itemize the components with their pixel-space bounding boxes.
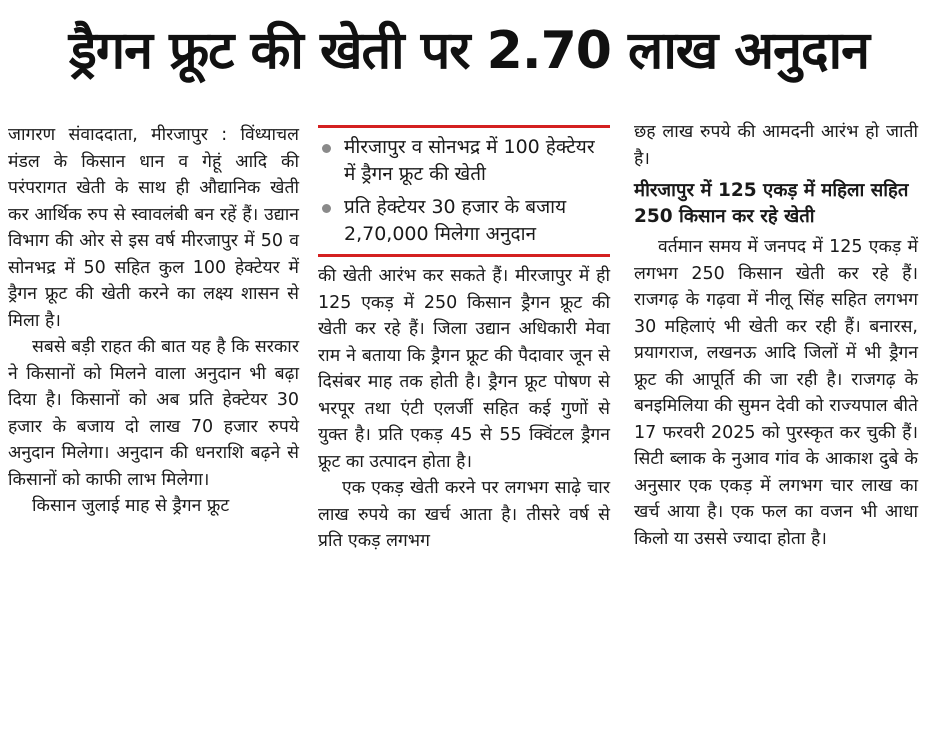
paragraph: सबसे बड़ी राहत की बात यह है कि सरकार ने किसानों को मिलने वाला अनुदान भी बढ़ा दिया है। किसानों को अब प्रति हेक्टेयर 30 हजार के बजाय दो लाख 70 हजार रुपये अनुदान मिलेगा। अनुदान की धनराशि बढ़ने से किसानों को काफी लाभ मिलेगा। xyxy=(8,337,299,490)
paragraph: छह लाख रुपये की आमदनी आरंभ हो जाती है। xyxy=(634,122,918,169)
paragraph: किसान जुलाई माह से ड्रैगन फ्रूट xyxy=(32,496,230,516)
headline: ड्रैगन फ्रूट की खेती पर 2.70 लाख अनुदान xyxy=(69,21,869,81)
article-column-1 xyxy=(8,122,299,520)
paragraph: जागरण संवाददाता, मीरजापुर : विंध्याचल मंडल के किसान धान व गेहूं आदि की परंपरागत खेती के साथ ही औद्यानिक खेती कर आर्थिक रुप से स्वावलंबी बन रहें हैं। उद्यान विभाग की ओर से इस वर्ष मीरजापुर में 50 व सोनभद्र में 50 सहित कुल 100 हेक्टेयर में ड्रैगन फ्रूट की खेती करने का लक्ष्य शासन से मिला है। xyxy=(8,125,299,331)
article-column-2 xyxy=(318,122,610,555)
bullet-icon xyxy=(322,144,331,153)
highlight-item xyxy=(318,134,610,188)
paragraph: वर्तमान समय में जनपद में 125 एकड़ में लगभग 250 किसान खेती कर रहे हैं। राजगढ़ के गढ़वा में नीलू सिंह सहित लगभग 30 महिलाएं भी खेती कर रही हैं। बनारस, प्रयागराज, लखनऊ आदि जिलों में भी ड्रैगन फ्रूट की आपूर्ति की जा रही है। राजगढ़ के बनइमिलिया की सुमन देवी को राज्यपाल बीते 17 फरवरी 2025 को पुरस्कृत कर चुकी हैं। सिटी ब्लाक के नुआव गांव के आकाश दुबे के अनुसार एक एकड़ में लगभग चार लाख का खर्च आया है। एक फल का वजन भी आधा किलो या उससे ज्यादा होता है। xyxy=(634,237,918,549)
divider-bottom xyxy=(318,254,610,257)
divider-top xyxy=(318,125,610,128)
highlight-item xyxy=(318,194,610,248)
highlights-box xyxy=(318,134,610,248)
paragraph: एक एकड़ खेती करने पर लगभग साढ़े चार लाख रुपये का खर्च आता है। तीसरे वर्ष से प्रति एकड़ लगभग xyxy=(318,478,610,551)
highlight-text: मीरजापुर व सोनभद्र में 100 हेक्टेयर में ड्रैगन फ्रूट की खेती xyxy=(344,136,595,185)
highlight-text: प्रति हेक्टेयर 30 हजार के बजाय 2,70,000 मिलेगा अनुदान xyxy=(344,196,567,245)
subheading: मीरजापुर में 125 एकड़ में महिला सहित 250 किसान कर रहे खेती xyxy=(634,180,909,227)
bullet-icon xyxy=(322,204,331,213)
paragraph: की खेती आरंभ कर सकते हैं। मीरजापुर में ही 125 एकड़ में 250 किसान ड्रैगन फ्रूट की खेती कर रहे हैं। जिला उद्यान अधिकारी मेवा राम ने बताया कि ड्रैगन फ्रूट की पैदावार जून से दिसंबर माह तक होती है। ड्रैगन फ्रूट पोषण से भरपूर तथा एंटी एलर्जी सहित कई गुणों से युक्त है। प्रति एकड़ 45 से 55 क्विंटल ड्रैगन फ्रूट का उत्पादन होता है। xyxy=(318,266,610,472)
article-column-3 xyxy=(634,119,918,552)
